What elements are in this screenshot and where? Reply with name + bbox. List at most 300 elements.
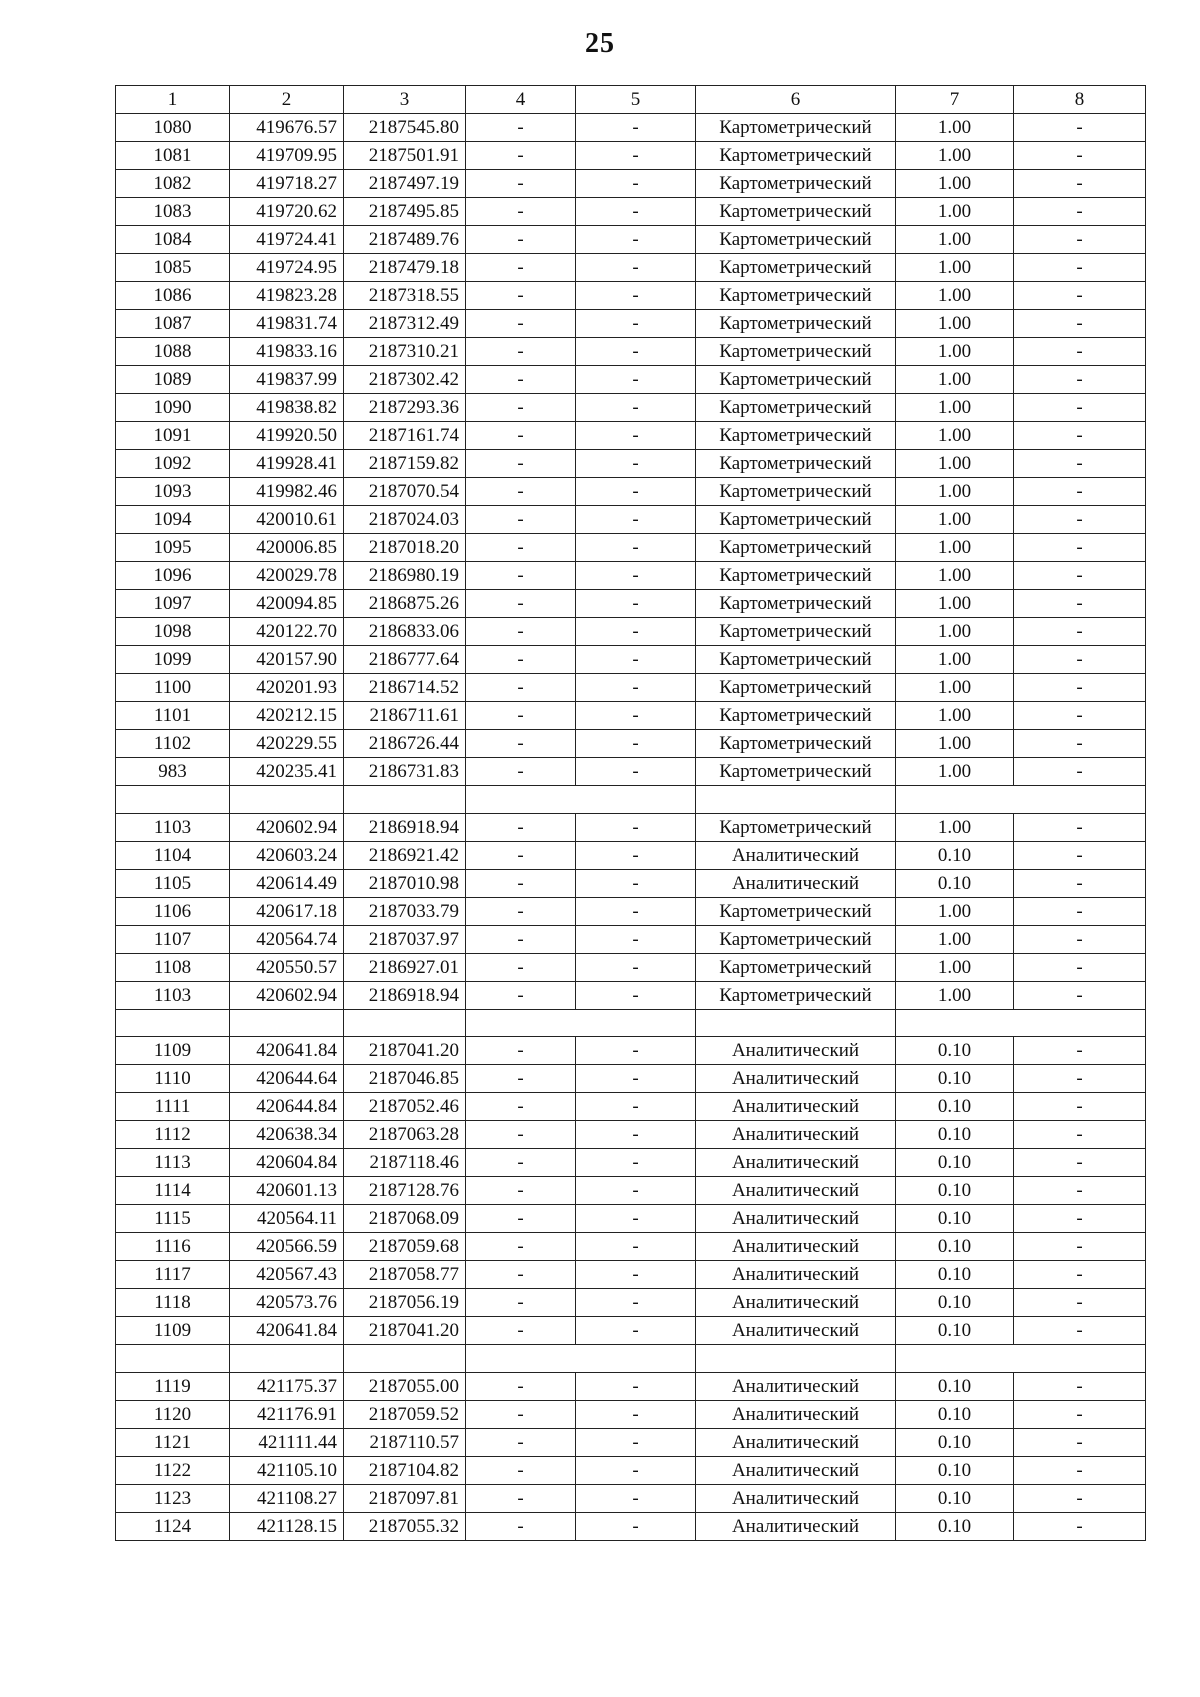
method-cell: Картометрический xyxy=(696,226,896,254)
accuracy-cell: 1.00 xyxy=(896,590,1014,618)
column-8-cell: - xyxy=(1014,897,1146,925)
empty-cell xyxy=(344,1345,466,1373)
point-number-cell: 1091 xyxy=(116,422,230,450)
column-8-cell: - xyxy=(1014,702,1146,730)
table-row xyxy=(116,506,1146,534)
point-number-cell: 1116 xyxy=(116,1233,230,1261)
column-5-cell: - xyxy=(576,1205,696,1233)
column-5-cell: - xyxy=(576,1177,696,1205)
method-cell: Картометрический xyxy=(696,422,896,450)
column-5-cell: - xyxy=(576,869,696,897)
point-number-cell: 1123 xyxy=(116,1484,230,1512)
table-row xyxy=(116,1093,1146,1121)
y-coordinate-cell: 2186731.83 xyxy=(344,758,466,786)
x-coordinate-cell: 420029.78 xyxy=(230,562,344,590)
accuracy-cell: 0.10 xyxy=(896,1205,1014,1233)
point-number-cell: 1110 xyxy=(116,1065,230,1093)
method-cell: Картометрический xyxy=(696,254,896,282)
y-coordinate-cell: 2187058.77 xyxy=(344,1261,466,1289)
x-coordinate-cell: 420229.55 xyxy=(230,730,344,758)
y-coordinate-cell: 2187479.18 xyxy=(344,254,466,282)
method-cell: Картометрический xyxy=(696,702,896,730)
table-row xyxy=(116,1289,1146,1317)
accuracy-cell: 0.10 xyxy=(896,1372,1014,1400)
column-8-cell: - xyxy=(1014,338,1146,366)
x-coordinate-cell: 420644.84 xyxy=(230,1093,344,1121)
column-8-cell: - xyxy=(1014,646,1146,674)
point-number-cell: 1081 xyxy=(116,142,230,170)
column-5-cell: - xyxy=(576,142,696,170)
column-4-cell: - xyxy=(466,1317,576,1345)
y-coordinate-cell: 2187055.00 xyxy=(344,1372,466,1400)
column-5-cell: - xyxy=(576,478,696,506)
table-row xyxy=(116,198,1146,226)
point-number-cell: 1087 xyxy=(116,310,230,338)
column-8-cell: - xyxy=(1014,618,1146,646)
table-row xyxy=(116,897,1146,925)
accuracy-cell: 0.10 xyxy=(896,1289,1014,1317)
accuracy-cell: 1.00 xyxy=(896,758,1014,786)
y-coordinate-cell: 2187302.42 xyxy=(344,366,466,394)
column-4-cell: - xyxy=(466,282,576,310)
table-row xyxy=(116,1177,1146,1205)
empty-cell xyxy=(696,1009,896,1037)
table-row xyxy=(116,1512,1146,1540)
accuracy-cell: 0.10 xyxy=(896,841,1014,869)
method-cell: Картометрический xyxy=(696,981,896,1009)
point-number-cell: 1093 xyxy=(116,478,230,506)
x-coordinate-cell: 420094.85 xyxy=(230,590,344,618)
column-8-cell: - xyxy=(1014,981,1146,1009)
column-8-cell: - xyxy=(1014,674,1146,702)
method-cell: Аналитический xyxy=(696,1512,896,1540)
table-row xyxy=(116,1205,1146,1233)
table-row xyxy=(116,674,1146,702)
column-5-cell: - xyxy=(576,1233,696,1261)
column-5-cell: - xyxy=(576,925,696,953)
method-cell: Аналитический xyxy=(696,1037,896,1065)
accuracy-cell: 0.10 xyxy=(896,1261,1014,1289)
accuracy-cell: 0.10 xyxy=(896,1037,1014,1065)
x-coordinate-cell: 420641.84 xyxy=(230,1037,344,1065)
accuracy-cell: 0.10 xyxy=(896,1428,1014,1456)
column-5-cell: - xyxy=(576,1484,696,1512)
y-coordinate-cell: 2187118.46 xyxy=(344,1149,466,1177)
column-5-cell: - xyxy=(576,953,696,981)
accuracy-cell: 1.00 xyxy=(896,506,1014,534)
table-row xyxy=(116,310,1146,338)
table-row xyxy=(116,702,1146,730)
empty-cell xyxy=(576,1345,696,1373)
column-4-cell: - xyxy=(466,925,576,953)
y-coordinate-cell: 2187293.36 xyxy=(344,394,466,422)
column-5-cell: - xyxy=(576,1037,696,1065)
method-cell: Аналитический xyxy=(696,1121,896,1149)
x-coordinate-cell: 420644.64 xyxy=(230,1065,344,1093)
column-5-cell: - xyxy=(576,170,696,198)
column-4-cell: - xyxy=(466,758,576,786)
column-5-cell: - xyxy=(576,646,696,674)
column-5-cell: - xyxy=(576,198,696,226)
column-header: 3 xyxy=(344,86,466,114)
table-row xyxy=(116,869,1146,897)
column-8-cell: - xyxy=(1014,1428,1146,1456)
table-row xyxy=(116,562,1146,590)
column-4-cell: - xyxy=(466,1177,576,1205)
column-8-cell: - xyxy=(1014,813,1146,841)
empty-cell xyxy=(696,1345,896,1373)
method-cell: Картометрический xyxy=(696,674,896,702)
x-coordinate-cell: 420602.94 xyxy=(230,813,344,841)
y-coordinate-cell: 2187161.74 xyxy=(344,422,466,450)
empty-cell xyxy=(896,786,1014,814)
table-row xyxy=(116,618,1146,646)
column-4-cell: - xyxy=(466,953,576,981)
point-number-cell: 1121 xyxy=(116,1428,230,1456)
column-4-cell: - xyxy=(466,618,576,646)
y-coordinate-cell: 2186980.19 xyxy=(344,562,466,590)
point-number-cell: 1103 xyxy=(116,813,230,841)
column-5-cell: - xyxy=(576,674,696,702)
y-coordinate-cell: 2186918.94 xyxy=(344,981,466,1009)
x-coordinate-cell: 420564.11 xyxy=(230,1205,344,1233)
column-header: 5 xyxy=(576,86,696,114)
column-5-cell: - xyxy=(576,702,696,730)
y-coordinate-cell: 2187059.52 xyxy=(344,1400,466,1428)
x-coordinate-cell: 419838.82 xyxy=(230,394,344,422)
y-coordinate-cell: 2187128.76 xyxy=(344,1177,466,1205)
column-header: 6 xyxy=(696,86,896,114)
y-coordinate-cell: 2186714.52 xyxy=(344,674,466,702)
column-4-cell: - xyxy=(466,1093,576,1121)
column-8-cell: - xyxy=(1014,1233,1146,1261)
y-coordinate-cell: 2187059.68 xyxy=(344,1233,466,1261)
x-coordinate-cell: 420212.15 xyxy=(230,702,344,730)
accuracy-cell: 1.00 xyxy=(896,142,1014,170)
column-8-cell: - xyxy=(1014,1121,1146,1149)
empty-cell xyxy=(116,1009,230,1037)
table-row xyxy=(116,925,1146,953)
x-coordinate-cell: 421176.91 xyxy=(230,1400,344,1428)
point-number-cell: 1106 xyxy=(116,897,230,925)
column-4-cell: - xyxy=(466,562,576,590)
column-5-cell: - xyxy=(576,1372,696,1400)
y-coordinate-cell: 2187097.81 xyxy=(344,1484,466,1512)
y-coordinate-cell: 2187070.54 xyxy=(344,478,466,506)
method-cell: Аналитический xyxy=(696,1093,896,1121)
accuracy-cell: 1.00 xyxy=(896,310,1014,338)
method-cell: Аналитический xyxy=(696,1372,896,1400)
column-8-cell: - xyxy=(1014,1456,1146,1484)
method-cell: Картометрический xyxy=(696,618,896,646)
column-8-cell: - xyxy=(1014,506,1146,534)
y-coordinate-cell: 2187497.19 xyxy=(344,170,466,198)
column-4-cell: - xyxy=(466,702,576,730)
column-5-cell: - xyxy=(576,422,696,450)
column-5-cell: - xyxy=(576,506,696,534)
x-coordinate-cell: 420604.84 xyxy=(230,1149,344,1177)
column-5-cell: - xyxy=(576,114,696,142)
method-cell: Картометрический xyxy=(696,813,896,841)
column-8-cell: - xyxy=(1014,925,1146,953)
column-4-cell: - xyxy=(466,450,576,478)
column-4-cell: - xyxy=(466,1205,576,1233)
empty-cell xyxy=(576,1009,696,1037)
column-8-cell: - xyxy=(1014,1372,1146,1400)
point-number-cell: 1103 xyxy=(116,981,230,1009)
column-8-cell: - xyxy=(1014,450,1146,478)
column-5-cell: - xyxy=(576,730,696,758)
point-number-cell: 1120 xyxy=(116,1400,230,1428)
table-row xyxy=(116,254,1146,282)
y-coordinate-cell: 2187041.20 xyxy=(344,1317,466,1345)
point-number-cell: 1109 xyxy=(116,1037,230,1065)
point-number-cell: 1119 xyxy=(116,1372,230,1400)
column-4-cell: - xyxy=(466,981,576,1009)
table-row xyxy=(116,953,1146,981)
column-4-cell: - xyxy=(466,1233,576,1261)
column-4-cell: - xyxy=(466,422,576,450)
table-row xyxy=(116,226,1146,254)
point-number-cell: 1092 xyxy=(116,450,230,478)
column-8-cell: - xyxy=(1014,1037,1146,1065)
table-row xyxy=(116,1456,1146,1484)
x-coordinate-cell: 420564.74 xyxy=(230,925,344,953)
column-4-cell: - xyxy=(466,869,576,897)
x-coordinate-cell: 419724.41 xyxy=(230,226,344,254)
x-coordinate-cell: 419837.99 xyxy=(230,366,344,394)
x-coordinate-cell: 419982.46 xyxy=(230,478,344,506)
y-coordinate-cell: 2187056.19 xyxy=(344,1289,466,1317)
table-row xyxy=(116,338,1146,366)
column-8-cell: - xyxy=(1014,1065,1146,1093)
method-cell: Картометрический xyxy=(696,366,896,394)
accuracy-cell: 1.00 xyxy=(896,254,1014,282)
y-coordinate-cell: 2187545.80 xyxy=(344,114,466,142)
column-4-cell: - xyxy=(466,478,576,506)
point-number-cell: 1080 xyxy=(116,114,230,142)
point-number-cell: 1083 xyxy=(116,198,230,226)
x-coordinate-cell: 420601.13 xyxy=(230,1177,344,1205)
x-coordinate-cell: 420567.43 xyxy=(230,1261,344,1289)
accuracy-cell: 1.00 xyxy=(896,450,1014,478)
column-8-cell: - xyxy=(1014,730,1146,758)
x-coordinate-cell: 420617.18 xyxy=(230,897,344,925)
accuracy-cell: 1.00 xyxy=(896,813,1014,841)
y-coordinate-cell: 2187055.32 xyxy=(344,1512,466,1540)
column-8-cell: - xyxy=(1014,1289,1146,1317)
column-header: 8 xyxy=(1014,86,1146,114)
accuracy-cell: 0.10 xyxy=(896,1093,1014,1121)
y-coordinate-cell: 2187046.85 xyxy=(344,1065,466,1093)
column-5-cell: - xyxy=(576,534,696,562)
method-cell: Картометрический xyxy=(696,310,896,338)
table-row xyxy=(116,841,1146,869)
empty-cell xyxy=(696,786,896,814)
table-row xyxy=(116,1372,1146,1400)
table-row xyxy=(116,114,1146,142)
y-coordinate-cell: 2187063.28 xyxy=(344,1121,466,1149)
method-cell: Картометрический xyxy=(696,506,896,534)
method-cell: Картометрический xyxy=(696,562,896,590)
point-number-cell: 983 xyxy=(116,758,230,786)
empty-cell xyxy=(896,1345,1014,1373)
table-row xyxy=(116,394,1146,422)
x-coordinate-cell: 420638.34 xyxy=(230,1121,344,1149)
point-number-cell: 1100 xyxy=(116,674,230,702)
column-8-cell: - xyxy=(1014,114,1146,142)
method-cell: Картометрический xyxy=(696,590,896,618)
column-5-cell: - xyxy=(576,1456,696,1484)
y-coordinate-cell: 2187068.09 xyxy=(344,1205,466,1233)
x-coordinate-cell: 419724.95 xyxy=(230,254,344,282)
column-5-cell: - xyxy=(576,562,696,590)
column-8-cell: - xyxy=(1014,170,1146,198)
table-row xyxy=(116,981,1146,1009)
table-row xyxy=(116,282,1146,310)
column-5-cell: - xyxy=(576,841,696,869)
table-row xyxy=(116,1261,1146,1289)
column-8-cell: - xyxy=(1014,282,1146,310)
point-number-cell: 1102 xyxy=(116,730,230,758)
method-cell: Аналитический xyxy=(696,869,896,897)
column-5-cell: - xyxy=(576,1093,696,1121)
column-4-cell: - xyxy=(466,1261,576,1289)
y-coordinate-cell: 2187037.97 xyxy=(344,925,466,953)
accuracy-cell: 1.00 xyxy=(896,198,1014,226)
column-4-cell: - xyxy=(466,1372,576,1400)
column-4-cell: - xyxy=(466,394,576,422)
method-cell: Картометрический xyxy=(696,730,896,758)
column-8-cell: - xyxy=(1014,1512,1146,1540)
column-4-cell: - xyxy=(466,198,576,226)
method-cell: Картометрический xyxy=(696,953,896,981)
point-number-cell: 1094 xyxy=(116,506,230,534)
header-row xyxy=(116,86,1146,114)
column-8-cell: - xyxy=(1014,1484,1146,1512)
column-8-cell: - xyxy=(1014,478,1146,506)
column-8-cell: - xyxy=(1014,841,1146,869)
column-5-cell: - xyxy=(576,590,696,618)
column-4-cell: - xyxy=(466,114,576,142)
column-4-cell: - xyxy=(466,813,576,841)
accuracy-cell: 0.10 xyxy=(896,1149,1014,1177)
method-cell: Аналитический xyxy=(696,841,896,869)
x-coordinate-cell: 419833.16 xyxy=(230,338,344,366)
method-cell: Картометрический xyxy=(696,478,896,506)
column-8-cell: - xyxy=(1014,1093,1146,1121)
method-cell: Картометрический xyxy=(696,198,896,226)
empty-cell xyxy=(116,786,230,814)
x-coordinate-cell: 420602.94 xyxy=(230,981,344,1009)
column-4-cell: - xyxy=(466,1428,576,1456)
table-row xyxy=(116,1484,1146,1512)
column-header: 2 xyxy=(230,86,344,114)
method-cell: Аналитический xyxy=(696,1233,896,1261)
point-number-cell: 1098 xyxy=(116,618,230,646)
x-coordinate-cell: 420603.24 xyxy=(230,841,344,869)
column-8-cell: - xyxy=(1014,758,1146,786)
y-coordinate-cell: 2187312.49 xyxy=(344,310,466,338)
accuracy-cell: 1.00 xyxy=(896,981,1014,1009)
column-5-cell: - xyxy=(576,254,696,282)
column-8-cell: - xyxy=(1014,1177,1146,1205)
method-cell: Аналитический xyxy=(696,1317,896,1345)
column-4-cell: - xyxy=(466,1400,576,1428)
column-5-cell: - xyxy=(576,1121,696,1149)
point-number-cell: 1122 xyxy=(116,1456,230,1484)
y-coordinate-cell: 2186918.94 xyxy=(344,813,466,841)
accuracy-cell: 0.10 xyxy=(896,1177,1014,1205)
column-8-cell: - xyxy=(1014,254,1146,282)
accuracy-cell: 0.10 xyxy=(896,1065,1014,1093)
accuracy-cell: 1.00 xyxy=(896,702,1014,730)
point-number-cell: 1099 xyxy=(116,646,230,674)
point-number-cell: 1108 xyxy=(116,953,230,981)
column-8-cell: - xyxy=(1014,394,1146,422)
method-cell: Картометрический xyxy=(696,925,896,953)
column-5-cell: - xyxy=(576,897,696,925)
table-row xyxy=(116,1317,1146,1345)
point-number-cell: 1088 xyxy=(116,338,230,366)
accuracy-cell: 1.00 xyxy=(896,226,1014,254)
method-cell: Аналитический xyxy=(696,1261,896,1289)
column-5-cell: - xyxy=(576,1428,696,1456)
column-4-cell: - xyxy=(466,366,576,394)
empty-cell xyxy=(1014,1345,1146,1373)
column-4-cell: - xyxy=(466,1456,576,1484)
y-coordinate-cell: 2187318.55 xyxy=(344,282,466,310)
column-5-cell: - xyxy=(576,450,696,478)
accuracy-cell: 1.00 xyxy=(896,170,1014,198)
method-cell: Аналитический xyxy=(696,1456,896,1484)
column-5-cell: - xyxy=(576,1289,696,1317)
accuracy-cell: 1.00 xyxy=(896,534,1014,562)
table-row xyxy=(116,1400,1146,1428)
column-4-cell: - xyxy=(466,142,576,170)
y-coordinate-cell: 2187052.46 xyxy=(344,1093,466,1121)
column-5-cell: - xyxy=(576,758,696,786)
empty-cell xyxy=(116,1345,230,1373)
y-coordinate-cell: 2187033.79 xyxy=(344,897,466,925)
accuracy-cell: 1.00 xyxy=(896,422,1014,450)
column-4-cell: - xyxy=(466,1512,576,1540)
x-coordinate-cell: 421175.37 xyxy=(230,1372,344,1400)
accuracy-cell: 1.00 xyxy=(896,646,1014,674)
column-4-cell: - xyxy=(466,170,576,198)
column-5-cell: - xyxy=(576,813,696,841)
x-coordinate-cell: 419831.74 xyxy=(230,310,344,338)
page-number: 25 xyxy=(585,28,615,59)
point-number-cell: 1104 xyxy=(116,841,230,869)
column-8-cell: - xyxy=(1014,1205,1146,1233)
table-row xyxy=(116,1037,1146,1065)
point-number-cell: 1117 xyxy=(116,1261,230,1289)
empty-cell xyxy=(466,1345,576,1373)
point-number-cell: 1124 xyxy=(116,1512,230,1540)
table-row xyxy=(116,590,1146,618)
column-5-cell: - xyxy=(576,981,696,1009)
y-coordinate-cell: 2187010.98 xyxy=(344,869,466,897)
x-coordinate-cell: 420573.76 xyxy=(230,1289,344,1317)
method-cell: Аналитический xyxy=(696,1400,896,1428)
accuracy-cell: 1.00 xyxy=(896,478,1014,506)
column-8-cell: - xyxy=(1014,142,1146,170)
accuracy-cell: 1.00 xyxy=(896,730,1014,758)
accuracy-cell: 0.10 xyxy=(896,1400,1014,1428)
y-coordinate-cell: 2187104.82 xyxy=(344,1456,466,1484)
column-4-cell: - xyxy=(466,338,576,366)
